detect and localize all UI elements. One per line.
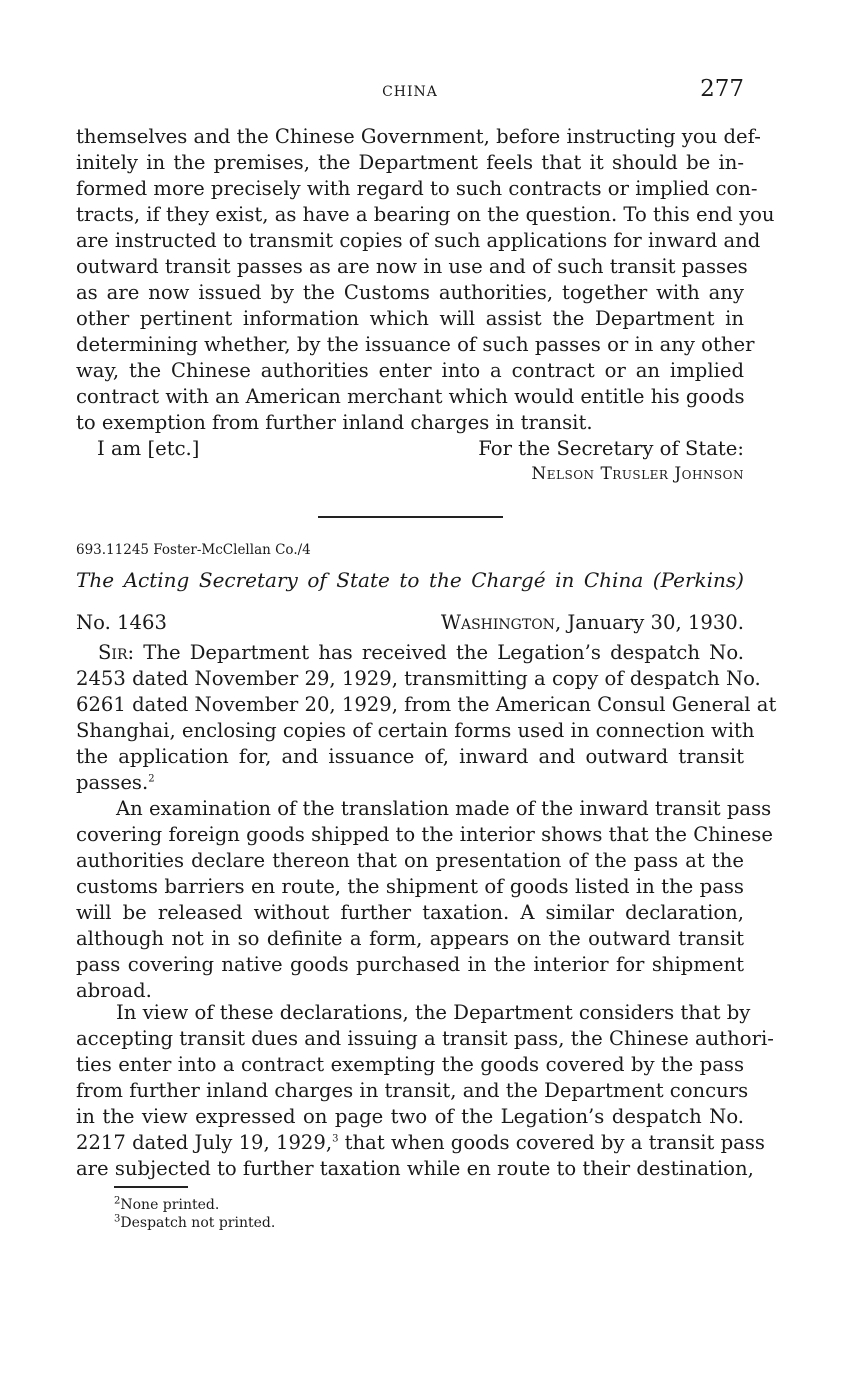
section-divider <box>318 516 503 518</box>
text-line: Shanghai, enclosing copies of certain forms used in connection with <box>76 719 755 742</box>
text-line <box>76 1130 765 1156</box>
text-line: are instructed to transmit copies of such applications for inward and <box>76 229 761 252</box>
salutation: Sir <box>98 641 128 664</box>
footnote-mark: 2 <box>114 1195 121 1207</box>
text-line: way, the Chinese authorities enter into a contract or an implied <box>76 359 744 382</box>
text-line: will be released without further taxation. A similar declaration, <box>76 901 744 924</box>
dateline-date: , January 30, 1930. <box>554 611 744 634</box>
text-line: themselves and the Chinese Government, before instructing you def- <box>76 125 761 148</box>
dateline-place: Washington <box>440 611 555 634</box>
text-line: formed more precisely with regard to such contracts or implied con- <box>76 177 758 200</box>
text-line: covering foreign goods shipped to the interior shows that the Chinese <box>76 823 773 846</box>
text-span: that when goods covered by a transit pass <box>338 1131 765 1154</box>
signature-name: Nelson Trusler Johnson <box>531 464 744 484</box>
document-title: The Acting Secretary of State to the Chargé in China (Perkins) <box>76 568 744 592</box>
text-line: the application for, and issuance of, inward and outward transit <box>76 745 744 768</box>
footnote-mark: 3 <box>114 1213 121 1225</box>
text-line: accepting transit dues and issuing a transit pass, the Chinese authori- <box>76 1027 774 1050</box>
text-line: In view of these declarations, the Department considers that by <box>116 1001 751 1024</box>
text-line: 6261 dated November 20, 1929, from the American Consul General at <box>76 693 777 716</box>
text-line: contract with an American merchant which would entitle his goods <box>76 385 745 408</box>
page-header <box>76 76 744 108</box>
text-line: ties enter into a contract exempting the goods covered by the pass <box>76 1053 744 1076</box>
footnote-reference: 3 <box>332 1133 339 1145</box>
signature-block-title: For the Secretary of State: <box>478 437 744 460</box>
text-line: authorities declare thereon that on presentation of the pass at the <box>76 849 744 872</box>
footnote <box>114 1196 219 1214</box>
text-line: pass covering native goods purchased in the interior for shipment <box>76 953 744 976</box>
running-head: CHINA <box>382 84 438 100</box>
text-span: passes. <box>76 771 149 794</box>
text-line: although not in so definite a form, appears on the outward transit <box>76 927 744 950</box>
text-line: determining whether, by the issuance of such passes or in any other <box>76 333 755 356</box>
text-line: 2453 dated November 29, 1929, transmitting a copy of despatch No. <box>76 667 761 690</box>
text-line: are subjected to further taxation while en route to their destination, <box>76 1157 754 1180</box>
text-span: : The Department has received the Legation’s despatch No. <box>127 641 744 664</box>
text-line <box>76 770 744 796</box>
paragraph-first-line <box>76 640 744 666</box>
file-reference: 693.11245 Foster-McClellan Co./4 <box>76 542 311 558</box>
text-line: tracts, if they exist, as have a bearing on the question. To this end you <box>76 203 775 226</box>
text-line: from further inland charges in transit, and the Department concurs <box>76 1079 749 1102</box>
footnote-reference: 2 <box>148 773 155 785</box>
text-line: An examination of the translation made of the inward transit pass <box>116 797 772 820</box>
text-line: outward transit passes as are now in use and of such transit passes <box>76 255 748 278</box>
document-number: No. 1463 <box>76 611 167 634</box>
text-line: other pertinent information which will assist the Department in <box>76 307 744 330</box>
complimentary-close: I am [etc.] <box>97 437 200 460</box>
page-number: 277 <box>700 76 744 102</box>
text-line: abroad. <box>76 979 152 1002</box>
footnote-text: Despatch not printed. <box>120 1215 276 1231</box>
text-line: to exemption from further inland charges in transit. <box>76 411 593 434</box>
footnote <box>114 1214 275 1232</box>
footnote-divider <box>114 1186 188 1188</box>
text-line: in the view expressed on page two of the Legation’s despatch No. <box>76 1105 744 1128</box>
text-span: 2217 dated July 19, 1929, <box>76 1131 333 1154</box>
footnote-text: None printed. <box>120 1197 220 1213</box>
dateline <box>441 610 744 636</box>
text-line: as are now issued by the Customs authorities, together with any <box>76 281 744 304</box>
text-line: initely in the premises, the Department feels that it should be in- <box>76 151 744 174</box>
text-line: customs barriers en route, the shipment of goods listed in the pass <box>76 875 744 898</box>
